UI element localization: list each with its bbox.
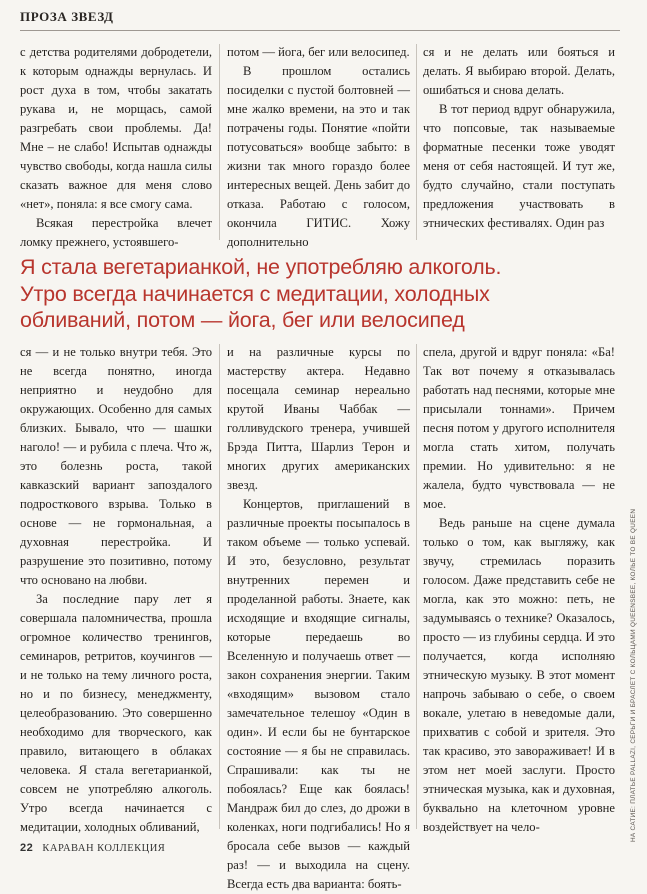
pull-quote-line-2: Утро всегда начинается с медитации, холодных <box>20 281 490 306</box>
page-number: 22 <box>20 842 34 854</box>
top-col3-para-2: В тот период вдруг обнаружила, что попсовые, так называемые форматные песенки тоже уводят меня от себя настоящей. И тут же, будто случайно, стали поступать предложения участвовать в этнических фестивалях. Один раз <box>423 102 615 230</box>
bottom-column-1 <box>20 343 212 837</box>
top-col1-para-2: Всякая перестройка влечет ломку прежнего, устоявшего- <box>20 216 212 249</box>
top-column-2 <box>227 43 410 252</box>
top-col2-para-1: потом — йога, бег или велосипед. <box>227 45 410 59</box>
pull-quote-line-3: обливаний, потом — йога, бег или велосипед <box>20 308 465 332</box>
top-column-1 <box>20 43 212 252</box>
top-col2-para-2: В прошлом остались посиделки с пустой болтовней — мне жалко времени, на это и так потрачены годы. Понятие «пойти потусоваться» вообще забыто: в жизни так много гораздо более интересных вещей. День забит до отказа. Работаю с голосом, окончила ГИТИС. Хожу дополнительно <box>227 64 410 249</box>
photo-credit: НА САТИЕ: ПЛАТЬЕ PALLAZI, СЕРЬГИ И БРАСЛЕТ С КОЛЬЦАМИ QUEENSBEE, КОЛЬЕ TO BE QUEEN <box>630 508 637 842</box>
top-column-3 <box>423 43 615 233</box>
pull-quote <box>20 254 620 334</box>
page-footer <box>20 842 165 854</box>
bottom-col3-para-2: Ведь раньше на сцене думала только о том, как выгляжу, как звучу, стремилась поразить голосом. Даже представить себе не могла, как это можно: петь, не задумываясь о технике? Оказалось, просто — из глубины сердца. И это получается, когда исполняю этническую музыку. В этот момент напрочь забываю о себе, о своем вокале, улетаю в неведомые дали, прихватив с собой и зрителя. Это так красиво, это завораживает! И в этом нет моей заслуги. Просто этническая музыка, как и духовная, буквально на клеточном уровне воздействует на чело- <box>423 516 615 834</box>
top-col1-para-1: с детства родителями добродетели, к которым однажды вернулась. И рост духа в том, чтобы закатать рукава и, не морщась, самой разгребать свои проблемы. Да! Мне – не слабо! Испытав однажды чувство свободы, когда нашла силы сказать важное для меня слово «нет», поняла: я все смогу сама. <box>20 45 212 211</box>
bottom-col3-para-1: спела, другой и вдруг поняла: «Ба! Так вот почему я отказывалась работать над песнями, которые мне присылали тоннами». Причем песня потом у другого исполнителя могла стать хитом, получать премии. Но удивительно: я не жалела, будто чувствовала — не мое. <box>423 345 615 511</box>
bottom-col1-para-1: ся — и не только внутри тебя. Это не всегда понятно, иногда неприятно и неудобно для окружающих. Особенно для самых близких. Бывало, что — шашки наголо! — и рубила с плеча. Что ж, это болезнь роста, такой кавказский вариант запоздалого подросткового взрыва. Только в основе — не гормональная, а духовная перестройка. И разрушение это позитивно, потому что основано на любви. <box>20 345 212 587</box>
bottom-col2-para-2: Концертов, приглашений в различные проекты посыпалось в таком объеме — только успевай. И это, безусловно, результат внутренних перемен и проделанной работы. Знаете, как исходящие и входящие сигналы, которые передаешь во Вселенную и получаешь ответ — закон сохранения энергии. Таким «входящим» вызовом стало замечательное телешоу «Один в один». И если бы не бунтарское состояние — я бы не справилась. Спрашивали: как ты не побоялась? Еще как боялась! Мандраж бил до слез, до дрожи в коленках, ноги подгибались! Но я бросала себе вызов — каждый раз! — и выходила на сцену. Всегда есть два варианта: боять- <box>227 497 410 891</box>
bottom-col2-para-1: и на различные курсы по мастерству актера. Недавно посещала семинар нереально крутой Иваны Чаббак — голливудского тренера, учившей Брэда Питта, Шарлиз Терон и многих других американских звезд. <box>227 345 410 492</box>
header-rule <box>20 30 620 31</box>
section-header: ПРОЗА ЗВЕЗД <box>20 9 114 24</box>
column-divider <box>219 344 220 829</box>
bottom-col1-para-2: За последние пару лет я совершала паломничества, прошла огромное количество тренингов, семинаров, ретритов, коучингов — и не только на тему личного роста, но и по бизнесу, менеджменту, целеобразованию. Это совершенно необходимо для творческого, как правило, витающего в облаках человека. Я стала вегетарианкой, совсем не употребляю алкоголь. Утро всегда начинается с медитации, холодных обливаний, <box>20 592 212 834</box>
bottom-column-3 <box>423 343 615 837</box>
pull-quote-line-1: Я стала вегетарианкой, не употребляю алкоголь. <box>20 255 502 279</box>
magazine-name: КАРАВАН КОЛЛЕКЦИЯ <box>42 843 166 854</box>
column-divider <box>416 344 417 829</box>
bottom-column-2 <box>227 343 410 894</box>
top-col3-para-1: ся и не делать или бояться и делать. Я выбираю второй. Делать, ошибаться и снова делать. <box>423 45 615 97</box>
column-divider <box>219 44 220 240</box>
column-divider <box>416 44 417 240</box>
